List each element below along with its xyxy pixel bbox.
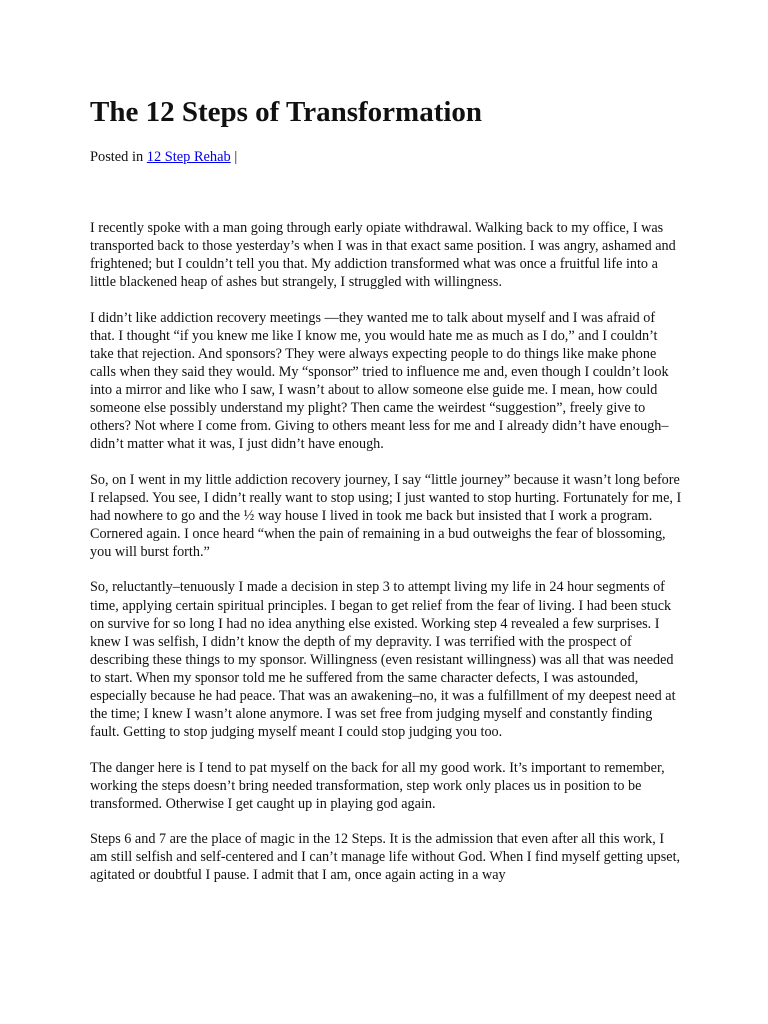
category-link[interactable]: 12 Step Rehab: [146, 149, 231, 165]
paragraph: I recently spoke with a man going through early opiate withdrawal. Walking back to my office, I was transported back to those yesterday’s when I was in that exact same position. I was angry, ashamed and frightened; but I couldn’t tell you that. My addiction transformed what was once a fruitful life into a little blackened heap of ashes but strangely, I struggled with willingness.: [90, 220, 676, 291]
paragraph: Steps 6 and 7 are the place of magic in the 12 Steps. It is the admission that even after all this work, I am still selfish and self-centered and I can’t manage life without God. When I find myself getting upset, agitated or doubtful I pause. I admit that I am, once again acting in a way: [90, 831, 681, 884]
paragraph: So, on I went in my little addiction recovery journey, I say “little journey” because it wasn’t long before I relapsed. You see, I didn’t really want to stop using; I just wanted to stop hurting. Fortunately for me, I had nowhere to go and the ½ way house I lived in took me back but insisted that I work a program. Cornered again. I once heard “when the pain of remaining in a bud outweighs the fear of blossoming, you will burst forth.”: [90, 471, 682, 561]
posted-in-label: Posted in: [90, 149, 144, 165]
paragraph: So, reluctantly–tenuously I made a decision in step 3 to attempt living my life in 24 hour segments of time, applying certain spiritual principles. I began to get relief from the fear of living. I had been stuck on survive for so long I had no idea anything else existed. Working step 4 revealed a few surprises. I knew I was selfish, I didn’t know the depth of my depravity. I was terrified with the prospect of describing these things to my sponsor. Willingness (even resistant willingness) was all that was needed to start. When my sponsor told me he suffered from the same character defects, I was astounded, especially because he had peace. That was an awakening–no, it was a fulfillment of my deepest need at the time; I knew I wasn’t alone anymore. I was set free from judging myself and constantly finding fault. Getting to stop judging myself meant I could stop judging you too.: [90, 579, 676, 741]
meta-separator: |: [234, 149, 238, 165]
post-meta: [90, 148, 237, 166]
paragraph: I didn’t like addiction recovery meetings —they wanted me to talk about myself and I was afraid of that. I thought “if you knew me like I know me, you would hate me as much as I do,” and I couldn’t take that rejection. And sponsors? They were always expecting people to do things like make phone calls when they said they would. My “sponsor” tried to influence me and, even though I couldn’t look into a mirror and like who I saw, I wasn’t about to allow someone else guide me. I mean, how could someone else possibly understand my plight? Then came the weirdest “suggestion”, freely give to others? Not where I come from. Giving to others meant less for me and I already didn’t have enough–didn’t matter what it was, I just didn’t have enough.: [90, 309, 669, 453]
article-body: [90, 219, 682, 884]
article-title: The 12 Steps of Transformation: [90, 96, 483, 128]
paragraph: The danger here is I tend to pat myself on the back for all my good work. It’s important to remember, working the steps doesn’t bring needed transformation, step work only places us in position to be transformed. Otherwise I get caught up in playing god again.: [90, 759, 665, 812]
